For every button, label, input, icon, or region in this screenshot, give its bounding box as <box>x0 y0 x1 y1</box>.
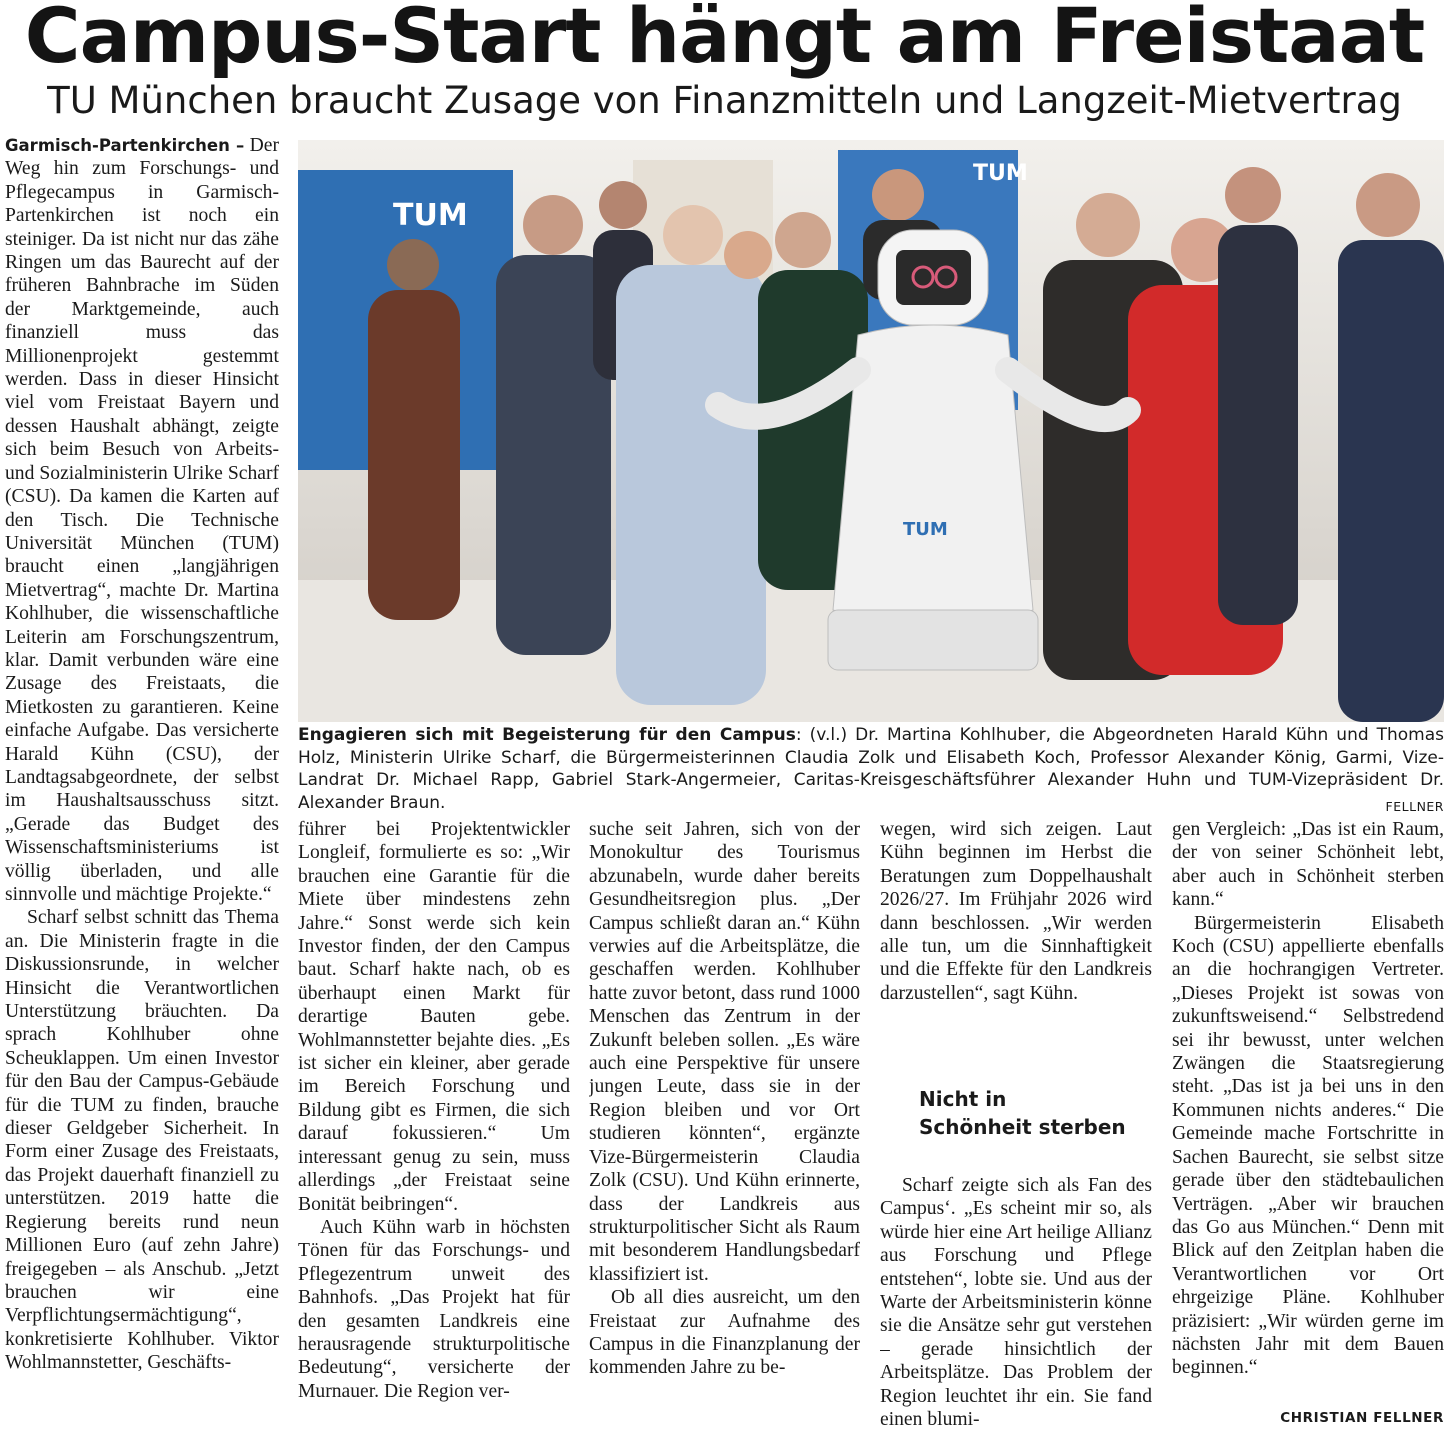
article-column-2 <box>298 818 570 1431</box>
banner-logo-text-right: TUM <box>973 161 1028 186</box>
photo-credit: FELLNER <box>1385 799 1444 814</box>
paragraph: Scharf selbst schnitt das Thema an. Die Ministerin fragte in die Diskussionsrunde, in welcher Hinsicht die Verantwortlichen Unterstützung bräuchten. Da sprach Kohlhuber ohne Scheuklappen. Um einen Investor für den Bau der Campus-Gebäude für die TUM zu finden, brauche dieser Geldgeber Sicherheit. In Form einer Zusage des Freistaats, das Projekt dauerhaft finanziell zu unterstützen. 2019 hatte die Regierung bereits rund neun Millionen Euro (auf zehn Jahre) freigegeben – als Anschub. „Jetzt brauchen wir eine Verpflichtungsermächtigung“, konkretisierte Kohlhuber. Viktor Wohlmannstetter, Geschäfts- <box>5 907 279 1374</box>
paragraph: Bürgermeisterin Elisabeth Koch (CSU) appellierte ebenfalls an die hochrangigen Vertreter. „Dieses Projekt ist sowas von zukunftsweisend.“ Selbstredend sei ihr bewusst, unter welchen Zwängen die Staatsregierung steht. „Das ist ja bei uns in den Kommunen nichts anderes.“ Die Gemeinde mache Fortschritte in Sachen Baurecht, sie selbst sitze gerade über den städtebaulichen Verträgen. „Aber wir brauchen das Go aus München.“ Denn mit Blick auf den Zeitplan haben die Verantwortlichen vor Ort ehrgeizige Pläne. Kohlhuber präzisiert: „Wir würden gerne im nächsten Jahr mit dem Bauen beginnen.“ <box>1172 912 1444 1379</box>
article-column-1 <box>5 134 279 1431</box>
author-byline: CHRISTIAN FELLNER <box>1280 1410 1444 1426</box>
photo-caption <box>298 724 1444 814</box>
article-column-4-bottom <box>880 1174 1152 1431</box>
paragraph: gen Vergleich: „Das ist ein Raum, der von seiner Schönheit lebt, aber auch in Schönheit sterben kann.“ <box>1172 819 1444 911</box>
dateline: Garmisch-Partenkirchen – <box>5 136 245 155</box>
paragraph: suche seit Jahren, sich von der Monokultur des Tourismus abzunabeln, wurde daher bereits Gesundheitsregion plus. „Der Campus schließt daran an.“ Kühn verwies auf die Arbeitsplätze, die geschaffen werden. Kohlhuber hatte zuvor betont, dass rund 1000 Menschen das Zentrum in der Zukunft beleben sollen. „Es wäre auch eine Perspektive für unsere jungen Leute, dass sie in der Region bleiben und vor Ort studieren könnten“, ergänzte Vize-Bürgermeisterin Claudia Zolk (CSU). Und Kühn erinnerte, dass der Landkreis aus strukturpolitischer Sicht als Raum mit besonderem Handlungsbedarf klassifiziert ist. <box>589 819 860 1285</box>
headline: Campus-Start hängt am Freistaat <box>24 0 1425 80</box>
paragraph: Ob all dies ausreicht, um den Freistaat zur Aufnahme des Campus in die Finanzplanung der kommenden Jahre zu be- <box>589 1287 860 1379</box>
group-photo-illustration <box>298 140 1444 722</box>
article-column-5 <box>1172 818 1444 1410</box>
subheadline: TU München braucht Zusage von Finanzmitteln und Langzeit-Mietvertrag <box>47 79 1402 122</box>
paragraph: Auch Kühn warb in höchsten Tönen für das Forschungs- und Pflegezentrum unweit des Bahnhofs. „Das Projekt hat für den gesamten Landkreis eine herausragende strukturpolitische Bedeutung“, versicherte der Murnauer. Die Region ver- <box>298 1216 570 1402</box>
article-column-3 <box>589 818 860 1431</box>
subhead-line-1: Nicht in <box>919 1087 1007 1111</box>
banner-logo-text: TUM <box>393 198 468 233</box>
caption-text: : (v.l.) Dr. Martina Kohlhuber, die Abgeordneten Harald Kühn und Thomas Holz, Ministerin Ulrike Scharf, die Bürgermeisterinnen Claudia Zolk und Elisabeth Koch, Professor Alexander König, Garmi, Vize-Landrat Dr. Michael Rapp, Gabriel Stark-Angermeier, Caritas-Kreisgeschäftsführer Alexander Huhn und TUM-Vizepräsident Dr. Alexander Braun. <box>298 725 1444 813</box>
article-photo <box>298 140 1444 722</box>
paragraph <box>5 134 279 906</box>
paragraph: wegen, wird sich zeigen. Laut Kühn beginnen im Herbst die Beratungen zum Doppelhaushalt 2026/27. Im Frühjahr 2026 wird dann beschlossen. „Wir werden alle tun, um die Sinnhaftigkeit und die Effekte für den Landkreis darzustellen“, sagt Kühn. <box>880 819 1152 1004</box>
paragraph: führer bei Projektentwickler Longleif, formulierte es so: „Wir brauchen eine Garantie für die Miete über mindestens zehn Jahre.“ Sonst werde sich kein Investor finden, der den Campus baut. Scharf hakte nach, ob es überhaupt einen Markt für derartige Bauten gebe. Wohlmannstetter bejahte dies. „Es ist sicher ein kleiner, aber gerade im Bereich Forschung und Bildung gibt es Firmen, die sich darauf fokussieren.“ Um interessant genug zu sein, muss allerdings „der Freistaat seine Bonität beibringen“. <box>298 819 570 1215</box>
article-column-4-top <box>880 818 1152 1058</box>
paragraph-text: Der Weg hin zum Forschungs- und Pflegecampus in Garmisch-Partenkirchen ist noch ein steiniger. Da ist nicht nur das zähe Ringen um das Baurecht auf der früheren Bahnbrache im Süden der Marktgemeinde, auch finanziell muss das Millionenprojekt gestemmt werden. Dass in dieser Hinsicht viel vom Freistaat Bayern und dessen Haushalt abhängt, zeigte sich beim Besuch von Arbeits- und Sozialministerin Ulrike Scharf (CSU). Da kamen die Karten auf den Tisch. Die Technische Universität München (TUM) braucht einen „langjährigen Mietvertrag“, machte Dr. Martina Kohlhuber, die wissenschaftliche Leiterin am Forschungszentrum, klar. Damit verbunden wäre eine Zusage des Freistaats, die Mietkosten zu garantieren. Keine einfache Aufgabe. Das versicherte Harald Kühn (CSU), der Landtagsabgeordnete, der selbst im Haushaltsausschuss sitzt. „Gerade das Budget des Wissenschaftsministeriums ist völlig überladen, und alle sinnvolle und mächtige Projekte.“ <box>5 135 279 905</box>
robot-logo-text: TUM <box>903 519 948 540</box>
section-subhead <box>919 1085 1169 1141</box>
paragraph: Scharf zeigte sich als Fan des Campus‘. „Es scheint mir so, als würde hier eine Art heilige Allianz aus Forschung und Pflege entstehen“, lobte sie. Und aus der Warte der Arbeitsministerin könne sie die Ansätze sehr gut verstehen – gerade hinsichtlich der Arbeitsplätze. Das Problem der Region leuchtet ihr ein. Sie fand einen blumi- <box>880 1175 1152 1431</box>
caption-lead: Engagieren sich mit Begeisterung für den Campus <box>298 725 796 745</box>
subhead-line-2: Schönheit sterben <box>919 1115 1126 1139</box>
